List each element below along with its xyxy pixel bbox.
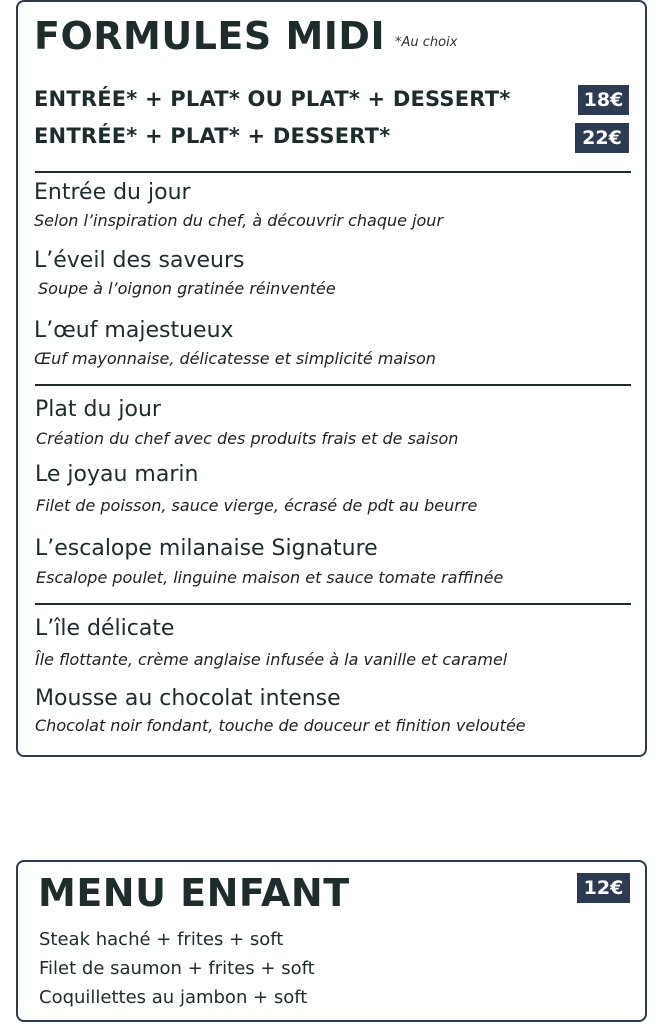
section-divider [35,171,631,173]
formula-1-price-badge: 18€ [578,85,629,115]
kid-menu-item: Filet de saumon + frites + soft [39,958,315,979]
formula-2-label: ENTRÉE* + PLAT* + DESSERT* [34,124,391,148]
dish-description: Île flottante, crème anglaise infusée à la vanille et caramel [35,650,508,669]
dish-description: Création du chef avec des produits frais et de saison [36,429,459,448]
dish-description: Œuf mayonnaise, délicatesse et simplicité maison [34,349,436,368]
formules-midi-card [16,0,647,757]
dish-name: Mousse au chocolat intense [35,686,341,711]
dish-description: Escalope poulet, linguine maison et sauce tomate raffinée [36,568,504,587]
menu-enfant-title: MENU ENFANT [38,871,350,915]
dish-description: Soupe à l’oignon gratinée réinventée [38,279,336,298]
dish-name: Le joyau marin [35,462,199,487]
formules-midi-title: FORMULES MIDI [34,14,386,58]
dish-name: Plat du jour [35,397,161,422]
dish-name: L’œuf majestueux [34,318,234,343]
kid-menu-item: Steak haché + frites + soft [39,929,284,950]
formula-1-label: ENTRÉE* + PLAT* OU PLAT* + DESSERT* [34,87,511,111]
dish-description: Selon l’inspiration du chef, à découvrir chaque jour [34,211,444,230]
dish-name: L’île délicate [35,616,175,641]
menu-enfant-card [16,860,647,1022]
kid-menu-item: Coquillettes au jambon + soft [39,987,308,1008]
menu-enfant-price-badge: 12€ [577,873,630,903]
dish-description: Filet de poisson, sauce vierge, écrasé de pdt au beurre [36,496,478,515]
section-divider [35,603,631,605]
dish-name: L’escalope milanaise Signature [35,536,378,561]
au-choix-note: *Au choix [395,35,458,50]
dish-description: Chocolat noir fondant, touche de douceur et finition veloutée [35,716,526,735]
dish-name: Entrée du jour [34,180,191,205]
dish-name: L’éveil des saveurs [34,248,245,273]
section-divider [35,384,631,386]
formula-2-price-badge: 22€ [575,123,629,153]
